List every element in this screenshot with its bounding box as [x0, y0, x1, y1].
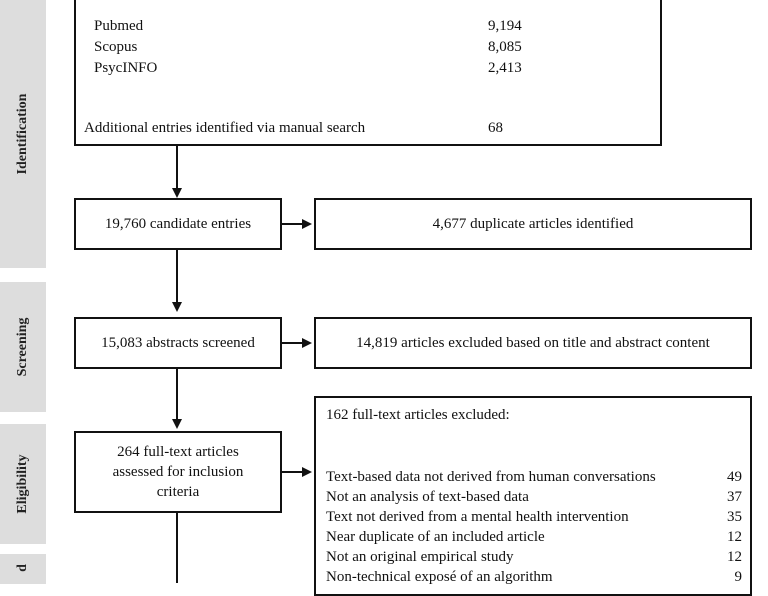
- exclusion-reason-row: [326, 469, 742, 486]
- connector-line: [282, 471, 304, 473]
- exclusion-reason-label: Near duplicate of an included article: [326, 529, 545, 545]
- candidate-entries-box: [74, 198, 282, 250]
- fulltext-assessed-text: 264 full-text articles assessed for inclusion criteria: [112, 444, 244, 500]
- source-count-pubmed: 9,194: [488, 18, 522, 34]
- source-count-scopus: 8,085: [488, 39, 522, 55]
- exclusion-reason-label: Text-based data not derived from human conversations: [326, 469, 656, 485]
- abstracts-screened-box: [74, 317, 282, 369]
- exclusion-reason-row: [326, 549, 742, 566]
- fulltext-assessed-box: [74, 431, 282, 513]
- exclusion-reason-row: [326, 489, 742, 506]
- duplicates-box: [314, 198, 752, 250]
- phase-band-identification: [0, 0, 46, 268]
- phase-band-included: [0, 554, 46, 584]
- phase-band-eligibility: [0, 424, 46, 544]
- exclusion-reason-count: 35: [727, 509, 742, 525]
- connector-line: [176, 369, 178, 421]
- exclusion-reason-row: [326, 569, 742, 586]
- identification-box: [74, 0, 662, 146]
- title-abstract-excluded-text: 14,819 articles excluded based on title and abstract content: [356, 334, 710, 351]
- exclusion-reason-count: 12: [727, 549, 742, 565]
- connector-line: [176, 146, 178, 190]
- arrow-right: [302, 467, 312, 477]
- arrow-right: [302, 219, 312, 229]
- exclusion-reason-row: [326, 509, 742, 526]
- candidate-entries-text: 19,760 candidate entries: [104, 215, 252, 232]
- exclusion-reason-label: Not an original empirical study: [326, 549, 514, 565]
- connector-line: [282, 342, 304, 344]
- exclusion-reason-count: 49: [727, 469, 742, 485]
- abstracts-screened-text: 15,083 abstracts screened: [101, 334, 255, 351]
- phase-label-screening: Screening: [15, 317, 30, 377]
- exclusion-reason-count: 9: [734, 569, 742, 585]
- source-name-scopus: Scopus: [94, 39, 138, 55]
- exclusion-reason-row: [326, 529, 742, 546]
- fulltext-excluded-title: 162 full-text articles excluded:: [326, 407, 510, 423]
- connector-line: [176, 513, 178, 583]
- exclusion-reason-label: Not an analysis of text-based data: [326, 489, 529, 505]
- manual-search-count: 68: [488, 120, 503, 136]
- phase-label-eligibility: Eligibility: [15, 454, 30, 514]
- source-count-psycinfo: 2,413: [488, 60, 522, 76]
- manual-search-label: Additional entries identified via manual search: [84, 120, 366, 136]
- exclusion-reason-count: 37: [727, 489, 742, 505]
- exclusion-reason-label: Non-technical exposé of an algorithm: [326, 569, 553, 585]
- exclusion-reason-label: Text not derived from a mental health intervention: [326, 509, 629, 525]
- connector-line: [176, 250, 178, 304]
- arrow-down: [172, 188, 182, 198]
- phase-band-screening: [0, 282, 46, 412]
- arrow-down: [172, 302, 182, 312]
- connector-line: [282, 223, 304, 225]
- phase-label-identification: Identification: [15, 93, 30, 175]
- arrow-right: [302, 338, 312, 348]
- exclusion-reason-count: 12: [727, 529, 742, 545]
- source-name-pubmed: Pubmed: [94, 18, 144, 34]
- phase-label-included: d: [15, 564, 30, 572]
- duplicates-text: 4,677 duplicate articles identified: [432, 215, 634, 232]
- source-name-psycinfo: PsycINFO: [94, 60, 158, 76]
- arrow-down: [172, 419, 182, 429]
- title-abstract-excluded-box: [314, 317, 752, 369]
